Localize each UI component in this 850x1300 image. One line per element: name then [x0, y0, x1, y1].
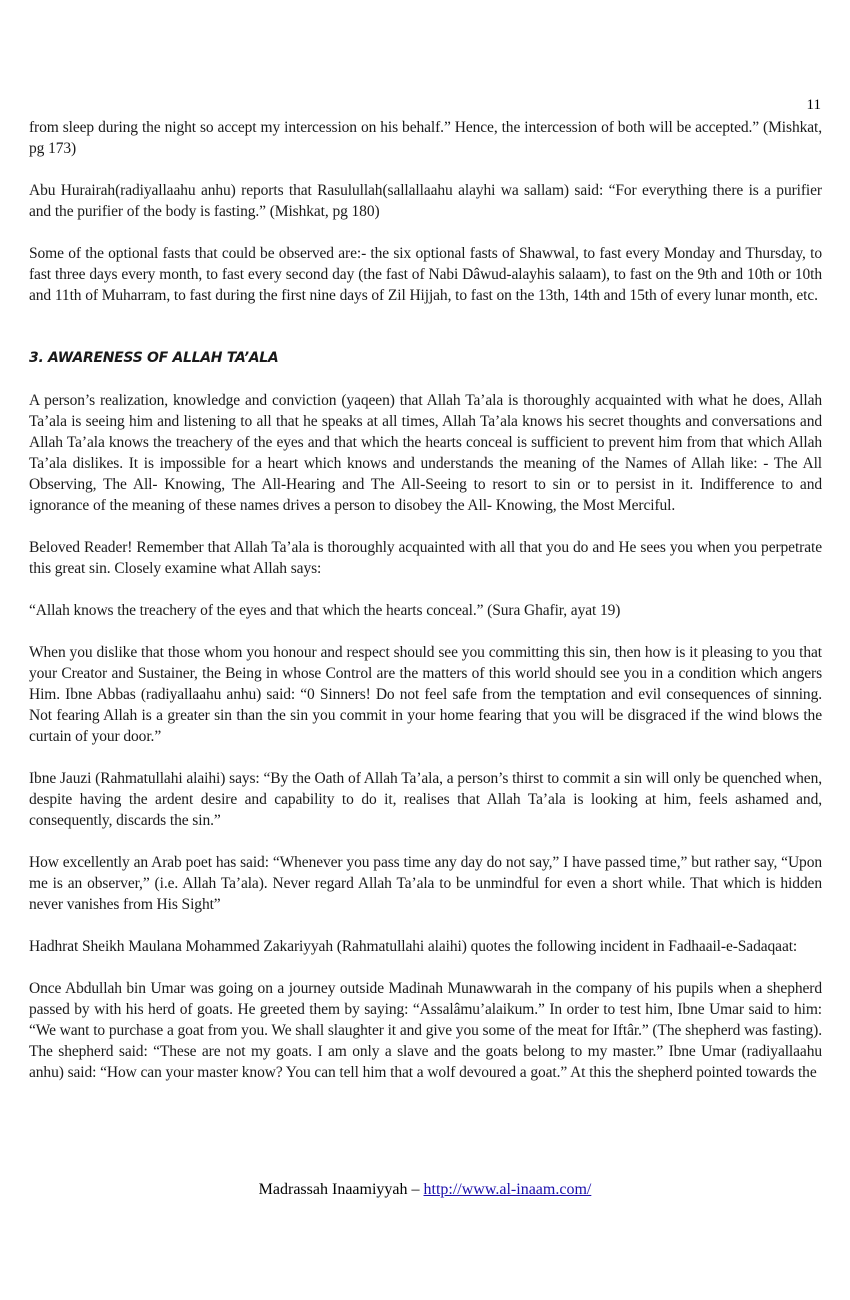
page-number: 11 [806, 97, 821, 113]
paragraph-creator: When you dislike that those whom you honour and respect should see you committing this sin, then how is it pleasing to you that your Creator and Sustainer, the Being in whose Control are the matters of this world should see you in a condition which angers Him. Ibne Abbas (radiyallaahu anhu) said: “0 Sinners! Do not feel safe from the temptation and evil consequences of sinning. Not fearing Allah is a greater sin than the sin you commit in your home fearing that you will be disgraced if the wind blows the curtain of your door.” [29, 644, 822, 745]
paragraph-quran-quote: “Allah knows the treachery of the eyes and that which the hearts conceal.” (Sura Ghafir, ayat 19) [29, 602, 621, 619]
paragraph-realization: A person’s realization, knowledge and conviction (yaqeen) that Allah Ta’ala is thoroughly acquainted with what he does, Allah Ta’ala is seeing him and listening to all that he speaks at all times, Allah Ta’ala knows his secret thoughts and conversations and Allah Ta’ala knows the treachery of the eyes and that which the hearts conceal is sufficient to prevent him from that which Allah Ta’ala dislikes. It is impossible for a heart which knows and understands the meaning of the Names of Allah like: - The All Observing, The All- Knowing, The All-Hearing and The All-Seeing to resort to sin or to persist in it. Indifference to and ignorance of the meaning of these names drives a person to disobey the All- Knowing, the Most Merciful. [29, 392, 822, 514]
paragraph-purifier: Abu Hurairah(radiyallaahu anhu) reports that Rasulullah(sallallaahu alayhi wa sallam) said: “For everything there is a purifier and the purifier of the body is fasting.” (Mishkat, pg 180) [29, 182, 822, 220]
paragraph-optional-fasts: Some of the optional fasts that could be observed are:- the six optional fasts of Shawwal, to fast every Monday and Thursday, to fast three days every month, to fast every second day (the fast of Nabi Dâwud-alayhis salaam), to fast on the 9th and 10th or 10th and 11th of Muharram, to fast during the first nine days of Zil Hijjah, to fast on the 13th, 14th and 15th of every lunar month, etc. [29, 245, 822, 304]
paragraph-zakariyyah: Hadhrat Sheikh Maulana Mohammed Zakariyyah (Rahmatullahi alaihi) quotes the following incident in Fadhaail-e-Sadaqaat: [29, 938, 798, 955]
paragraph-beloved-reader: Beloved Reader! Remember that Allah Ta’ala is thoroughly acquainted with all that you do and He sees you when you perpetrate this great sin. Closely examine what Allah says: [29, 539, 822, 577]
page-footer [0, 1181, 850, 1199]
section-heading: 3. AWARENESS OF ALLAH TA’ALA [29, 350, 279, 366]
footer-link[interactable]: http://www.al-inaam.com/ [423, 1181, 592, 1198]
footer-text: Madrassah Inaamiyyah – [258, 1181, 424, 1198]
paragraph-intercession: from sleep during the night so accept my intercession on his behalf.” Hence, the intercession of both will be accepted.” (Mishkat, pg 173) [29, 119, 822, 157]
document-body [29, 117, 822, 1104]
paragraph-shepherd: Once Abdullah bin Umar was going on a journey outside Madinah Munawwarah in the company of his pupils when a shepherd passed by with his herd of goats. He greeted them by saying: “Assalâmu’alaikum.” In order to test him, Ibne Umar said to him: “We want to purchase a goat from you. We shall slaughter it and give you some of the meat for Iftâr.” (The shepherd was fasting). The shepherd said: “These are not my goats. I am only a slave and the goats belong to my master.” Ibne Umar (radiyallaahu anhu) said: “How can your master know? You can tell him that a wolf devoured a goat.” At this the shepherd pointed towards the [29, 980, 822, 1081]
paragraph-ibne-jauzi: Ibne Jauzi (Rahmatullahi alaihi) says: “By the Oath of Allah Ta’ala, a person’s thirst to commit a sin will only be quenched when, despite having the ardent desire and capability to do it, realises that Allah Ta’ala is looking at him, feels ashamed and, consequently, discards the sin.” [29, 770, 822, 829]
paragraph-arab-poet: How excellently an Arab poet has said: “Whenever you pass time any day do not say,” I have passed time,” but rather say, “Upon me is an observer,” (i.e. Allah Ta’ala). Never regard Allah Ta’ala to be unmindful for even a short while. That which is hidden never vanishes from His Sight” [29, 854, 822, 913]
